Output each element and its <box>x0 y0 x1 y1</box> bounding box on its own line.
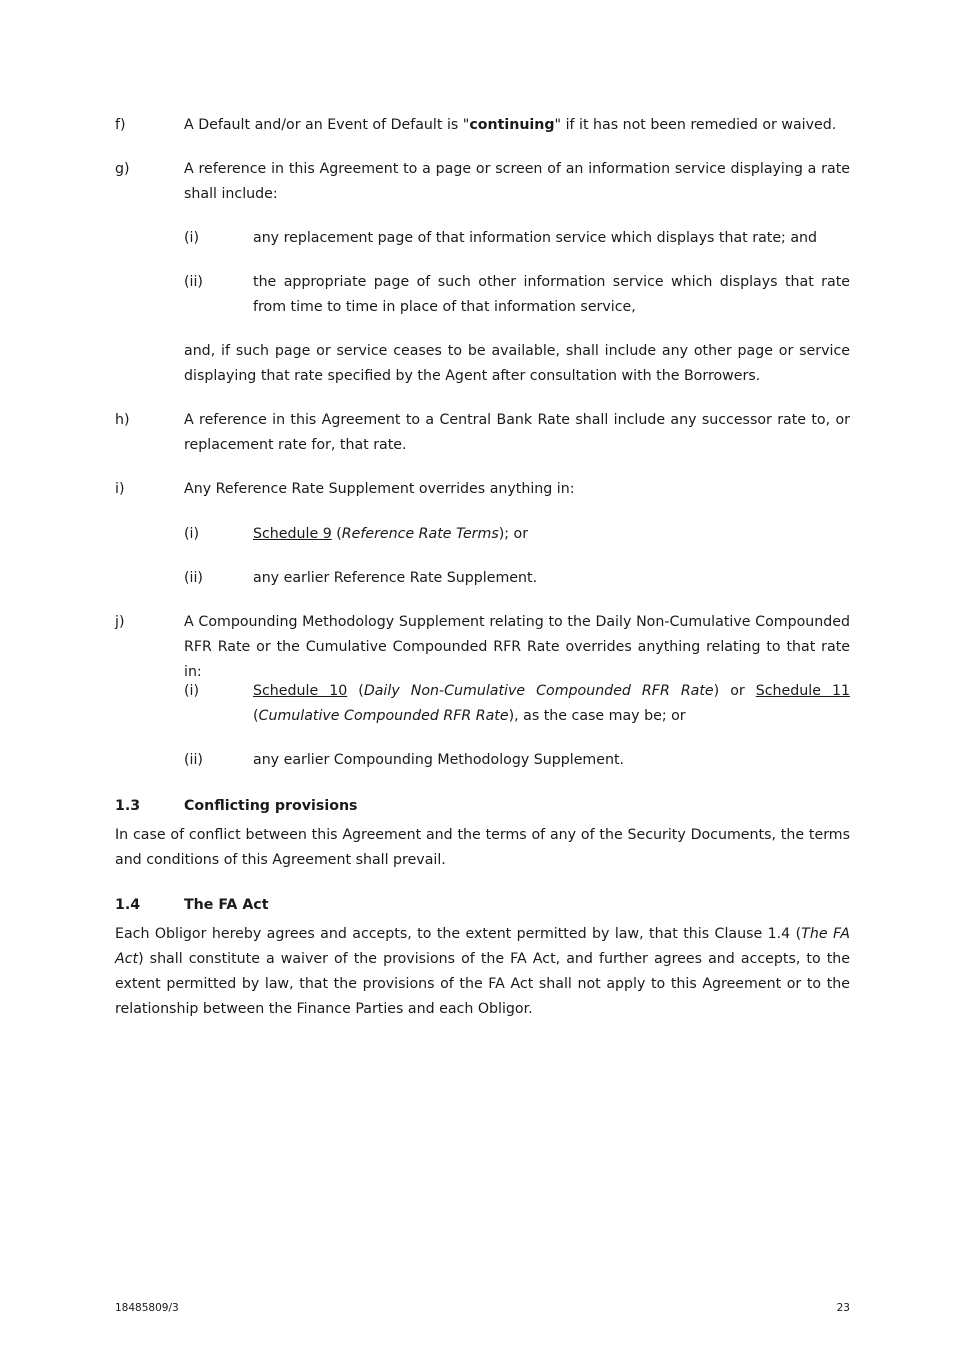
schedule-11-link[interactable]: Schedule 11 <box>755 683 851 699</box>
sub-g-i-text: any replacement page of that information service which displays that rate; and <box>253 230 818 246</box>
sub-i-i-text: Schedule 9 (Reference Rate Terms); or <box>253 526 529 542</box>
sub-label-j-ii: (ii) <box>184 752 203 768</box>
sub-label-g-i: (i) <box>184 230 200 246</box>
section-1-4-number: 1.4 <box>115 897 141 913</box>
sub-label-g-ii: (ii) <box>184 274 203 290</box>
item-j-text: A Compounding Methodology Supplement relating to the Daily Non-Cumulative Compounded RFR Rate or the Cumulative Compounded RFR Rate overrides anything relating to that rate in: <box>184 614 850 680</box>
section-1-3-title: Conflicting provisions <box>184 798 358 814</box>
item-f-text: A Default and/or an Event of Default is "continuing" if it has not been remedied or waived. <box>184 117 837 133</box>
item-label-i: i) <box>115 481 125 497</box>
section-1-3-number: 1.3 <box>115 798 141 814</box>
section-1-4-text: Each Obligor hereby agrees and accepts, to the extent permitted by law, that this Clause 1.4 (The FA Act) shall constitute a waiver of the provisions of the FA Act, and further agrees and accepts, to the extent permitted by law, that the provisions of the FA Act shall not apply to this Agreement or to the relationship between the Finance Parties and each Obligor. <box>115 926 850 1017</box>
section-1-3-text: In case of conflict between this Agreement and the terms of any of the Security Documents, the terms and conditions of this Agreement shall prevail. <box>115 827 850 868</box>
schedule-9-link[interactable]: Schedule 9 <box>253 526 332 542</box>
item-label-f: f) <box>115 117 126 133</box>
schedule-10-link[interactable]: Schedule 10 <box>253 683 348 699</box>
item-g-tail: and, if such page or service ceases to be available, shall include any other page or service displaying that rate specified by the Agent after consultation with the Borrowers. <box>184 343 850 384</box>
sub-j-ii-text: any earlier Compounding Methodology Supplement. <box>253 752 625 768</box>
item-label-j: j) <box>115 614 125 630</box>
section-1-4-title: The FA Act <box>184 897 269 913</box>
item-g-text: A reference in this Agreement to a page or screen of an information service displaying a rate shall include: <box>184 161 850 202</box>
sub-j-i-text: Schedule 10 (Daily Non-Cumulative Compounded RFR Rate) or Schedule 11 (Cumulative Compounded RFR Rate), as the case may be; or <box>253 683 851 724</box>
item-i-text: Any Reference Rate Supplement overrides anything in: <box>184 481 575 497</box>
footer-doc-ref: 18485809/3 <box>115 1302 179 1314</box>
footer-page-number: 23 <box>836 1302 850 1314</box>
sub-label-j-i: (i) <box>184 683 200 699</box>
item-label-h: h) <box>115 412 130 428</box>
item-h-text: A reference in this Agreement to a Central Bank Rate shall include any successor rate to, or replacement rate for, that rate. <box>184 412 850 453</box>
sub-i-ii-text: any earlier Reference Rate Supplement. <box>253 570 538 586</box>
item-label-g: g) <box>115 161 130 177</box>
sub-label-i-i: (i) <box>184 526 200 542</box>
sub-g-ii-text: the appropriate page of such other information service which displays that rate from time to time in place of that information service, <box>253 274 850 315</box>
defined-term-continuing: continuing <box>469 117 555 133</box>
sub-label-i-ii: (ii) <box>184 570 203 586</box>
